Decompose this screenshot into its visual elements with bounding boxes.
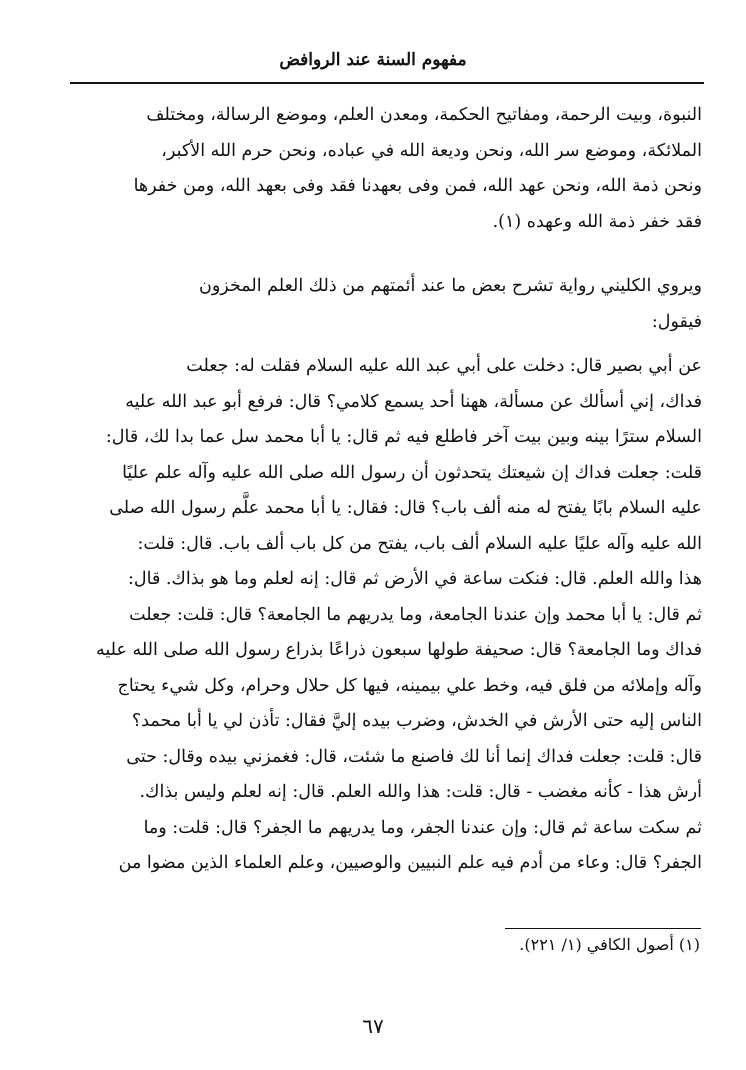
text-line: عن أبي بصير قال: دخلت على أبي عبد الله عليه السلام فقلت له: جعلت [186,356,702,376]
text-line: فداك، إني أسألك عن مسألة، ههنا أحد يسمع كلامي؟ قال: فرفع أبو عبد الله عليه [125,391,702,412]
text-line: ثم سكت ساعة ثم قال: وإن عندنا الجفر، وما يدريهم ما الجفر؟ قال: قلت: وما [143,817,702,838]
text-line: فداك وما الجامعة؟ قال: صحيفة طولها سبعون ذراعًا بذراع رسول الله صلى الله عليه [95,640,702,660]
page-number: ٦٧ [362,1014,384,1038]
text-line: الملائكة، وموضع سر الله، ونحن وديعة الله في عباده، ونحن حرم الله الأكبر، [161,140,702,161]
running-header: مفهوم السنة عند الروافض [279,50,467,70]
footnote: (١) أصول الكافي (١/ ٢٢١). [519,935,700,954]
text-line: قال: قلت: جعلت فداك إنما أنا لك فاصنع ما شئت، قال: فغمزني بيده وقال: حتى [126,746,702,767]
text-line: قلت: جعلت فداك إن شيعتك يتحدثون أن رسول الله صلى الله عليه وآله علم عليًا [122,462,702,483]
text-line: وآله وإملائه من فلق فيه، وخط علي بيمينه، فيها كل حلال وحرام، وكل شيء يحتاج [117,675,702,696]
header-rule [70,82,704,84]
paragraph-3-quote [66,349,702,882]
text-line: فيقول: [651,311,702,332]
text-line: ونحن ذمة الله، ونحن عهد الله، فمن وفى بعهدنا فقد وفى بعهد الله، ومن خفرها [133,176,702,196]
text-line: الجفر؟ قال: وعاء من أدم فيه علم النبيين والوصيين، وعلم العلماء الذين مضوا من [118,853,702,873]
text-line: الناس إليه حتى الأرش في الخدش، وضرب بيده إليَّ فقال: تأذن لي يا أبا محمد؟ [131,711,702,731]
text-line: الله عليه وآله عليًا عليه السلام ألف باب، يفتح من كل باب ألف باب. قال: قلت: [137,533,702,554]
text-line: ويروي الكليني رواية تشرح بعض ما عند أئمتهم من ذلك العلم المخزون [199,276,702,296]
text-line: فقد خفر ذمة الله وعهده (١). [492,211,702,232]
text-line: هذا والله العلم. قال: فنكت ساعة في الأرض ثم قال: إنه لعلم وما هو بذاك. قال: [128,569,702,589]
text-line: ثم قال: يا أبا محمد وإن عندنا الجامعة، وما يدريهم ما الجامعة؟ قال: قلت: جعلت [129,604,702,625]
paragraph-2 [66,269,702,340]
text-line: السلام سترًا بينه وبين بيت آخر فاطلع فيه ثم قال: يا أبا محمد سل عما بدا لك، قال: [105,427,702,447]
paragraph-1 [66,98,702,240]
text-line: أرش هذا - كأنه مغضب - قال: قلت: هذا والله العلم. قال: إنه لعلم وليس بذاك. [139,782,702,802]
text-line: النبوة، وبيت الرحمة، ومفاتيح الحكمة، ومعدن العلم، وموضع الرسالة، ومختلف [146,105,702,125]
footnote-rule [505,928,701,929]
text-line: عليه السلام بابًا يفتح له منه ألف باب؟ قال: فقال: يا أبا محمد علَّم رسول الله صلى [109,498,702,518]
